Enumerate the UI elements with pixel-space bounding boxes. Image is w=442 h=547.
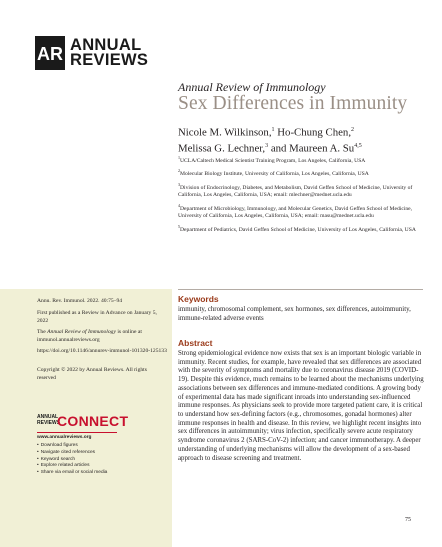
- author-name: Ho-Chung Chen,: [274, 126, 352, 139]
- affiliation: $^1$UCLA/Caltech Medical Scientist Training Program, Los Angeles, California, USA: [178, 155, 366, 164]
- list-item: • Keyword search: [37, 457, 107, 464]
- doi-link[interactable]: https://doi.org/10.1146/annurev-immunol-101320-125133: [37, 348, 167, 354]
- connect-feature-list: [37, 443, 107, 477]
- affiliation: $^3$Division of Endocrinology, Diabetes, and Metabolism, David Geffen School of Medicine, University of California, Los Angeles, California, USA; email: mlechner@mednet.ucla.edu: [178, 181, 413, 199]
- affiliation-list: [178, 154, 428, 236]
- author-name: and Maureen A. Su: [268, 142, 355, 155]
- connect-divider: [37, 432, 117, 433]
- affiliation: $^2$Molecular Biology Institute, University of California, Los Angeles, California, USA: [178, 168, 369, 178]
- annual-reviews-logo: [35, 34, 148, 72]
- citation: Annu. Rev. Immunol. 2022. 40:75–94: [37, 298, 123, 304]
- ar-logo-mark-icon: [35, 36, 65, 70]
- affiliation: $^5$Department of Pediatrics, David Geffen School of Medicine, University of Los Angeles, California, USA: [178, 224, 416, 233]
- section-divider: [178, 289, 423, 290]
- page-number: 75: [405, 517, 411, 523]
- list-item: • Explore related articles: [37, 463, 107, 470]
- list-item: • Download figures: [37, 443, 107, 450]
- author-line-2: Melissa G. Lechner,$^3$ and Maureen A. Su$^{4,5}$: [178, 142, 362, 155]
- author-name: Melissa G. Lechner,: [178, 142, 266, 155]
- list-item: • Navigate cited references: [37, 450, 107, 457]
- abstract-text: Strong epidemiological evidence now exists that sex is an important biologic variable in immunity. Recent studies, for example, have revealed that sex differences are associated with the severity of symptoms and mortality due to coronavirus disease 2019 (COVID-19). Despite this evidence, much remains to be learned about the mechanisms underlying associations between sex differences and immune-mediated conditions. A growing body of experimental data has made significant inroads into understanding sex-influenced immune responses. As physicians seek to provide more targeted patient care, it is critical to understand how sex-defining factors (e.g., chromosomes, gonadal hormones) alter immune responses in health and disease. In this review, we highlight recent insights into sex differences in autoimmunity; virus infection, specifically severe acute respiratory syndrome coronavirus 2 (SARS-CoV-2) infection; and cancer immunotherapy. A deeper understanding of underlying mechanisms will allow the development of a sex-based approach to disease screening and treatment.: [178, 350, 424, 462]
- list-item: • Share via email or social media: [37, 470, 107, 477]
- logo-word-annual: ANNUAL: [70, 36, 142, 54]
- keywords-heading: Keywords: [178, 294, 219, 304]
- author-name: Nicole M. Wilkinson,: [178, 126, 272, 139]
- article-title: Sex Differences in Immunity: [178, 93, 408, 114]
- journal-name: Annual Review of Immunology: [178, 80, 326, 94]
- copyright-note: Copyright © 2022 by Annual Reviews. All rights reserved: [37, 367, 147, 381]
- author-line-1: Nicole M. Wilkinson,$^1$ Ho-Chung Chen,$^2$: [178, 126, 355, 139]
- connect-logo: ANNUAL REVIEWS CONNECT: [37, 412, 129, 429]
- online-note: The Annual Review of Immunology is online at immunol.annualreviews.org: [37, 329, 142, 343]
- svg-text:AR: AR: [37, 44, 63, 64]
- connect-url-link[interactable]: www.annualreviews.org: [37, 435, 92, 440]
- logo-word-reviews: REVIEWS: [70, 51, 149, 69]
- abstract-heading: Abstract: [178, 338, 213, 348]
- affiliation: $^4$Department of Microbiology, Immunology, and Molecular Genetics, David Geffen School of Medicine, University of California, Los Angeles, California, USA; email: masu@mednet.ucla.edu: [178, 202, 413, 220]
- first-published-note: First published as a Review in Advance on January 5, 2022: [37, 310, 157, 324]
- keywords-text: immunity, chromosomal complement, sex hormones, sex differences, autoimmunity, immune-related adverse events: [178, 306, 411, 322]
- connect-wordmark: CONNECT: [57, 412, 129, 429]
- author-list: [178, 124, 362, 156]
